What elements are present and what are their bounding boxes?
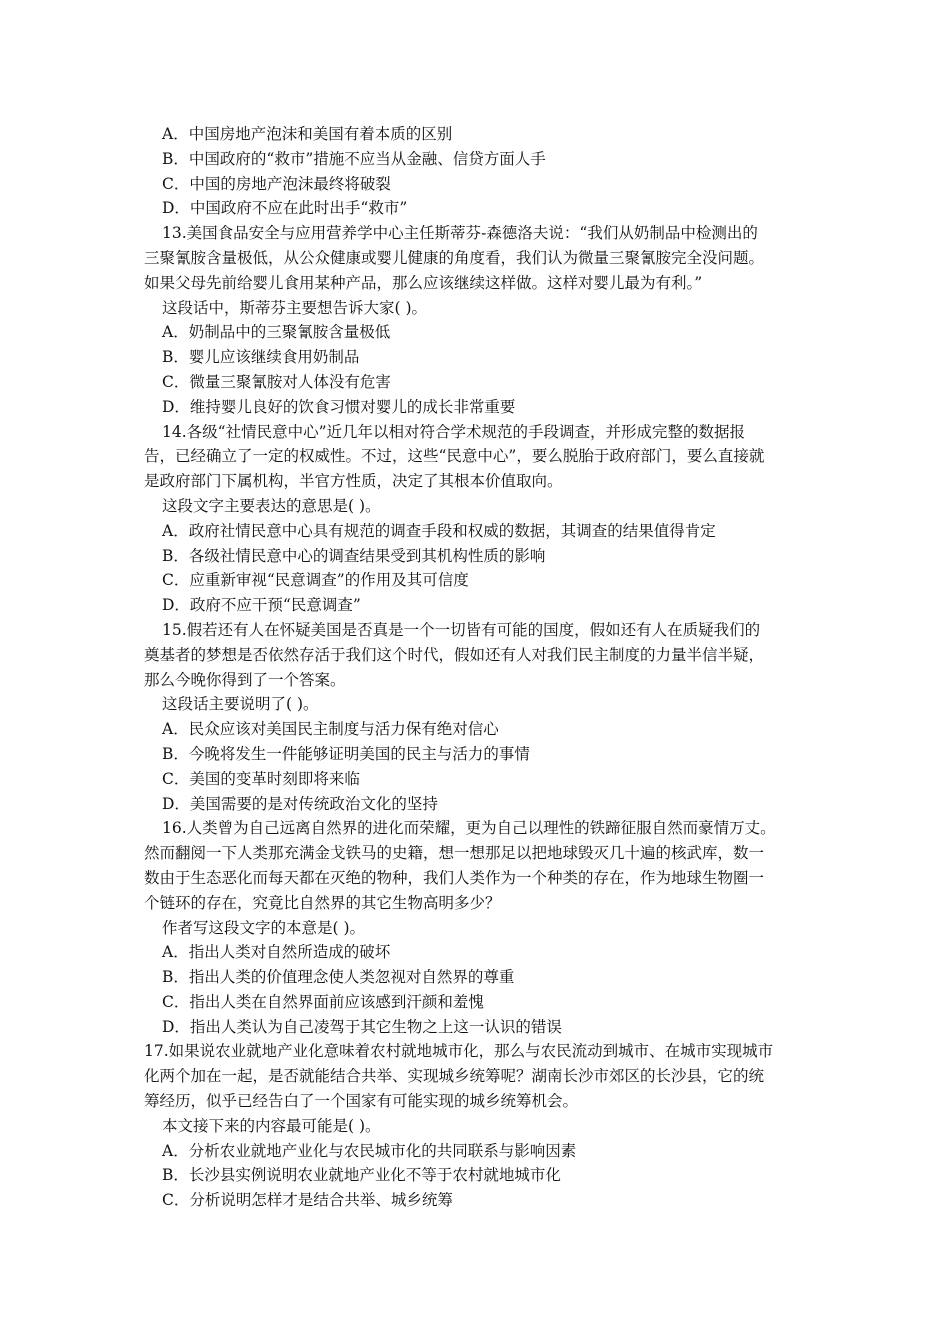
question-text-line: 16.人类曾为自己远离自然界的进化而荣耀，更为自己以理性的铁蹄征服自然而豪情万丈。 xyxy=(162,819,776,838)
question-16 xyxy=(144,816,810,1039)
option-a: A．奶制品中的三聚氰胺含量极低 xyxy=(162,323,391,342)
question-text-line: 奠基者的梦想是否依然存活于我们这个时代，假如还有人对我们民主制度的力量半信半疑， xyxy=(144,645,765,664)
option-b: B．婴儿应该继续食用奶制品 xyxy=(162,348,360,367)
question-prompt: 这段话中，斯蒂芬主要想告诉大家( )。 xyxy=(162,298,428,317)
option-c: C．指出人类在自然界面前应该感到汗颜和羞愧 xyxy=(162,992,484,1011)
option-c: C．微量三聚氰胺对人体没有危害 xyxy=(162,372,391,391)
question-text-line: 告，已经确立了一定的权威性。不过，这些“民意中心”，要么脱胎于政府部门，要么直接就 xyxy=(144,447,765,466)
question-17 xyxy=(144,1039,810,1213)
option-a: A．分析农业就地产业化与农民城市化的共同联系与影响因素 xyxy=(162,1141,577,1160)
question-prompt: 这段文字主要表达的意思是( )。 xyxy=(162,496,381,515)
question-15 xyxy=(144,618,810,816)
option-b: B．长沙县实例说明农业就地产业化不等于农村就地城市化 xyxy=(162,1166,561,1185)
question-text-line: 筹经历，似乎已经告白了一个国家有可能实现的城乡统筹机会。 xyxy=(144,1092,579,1111)
question-text-line: 然而翻阅一下人类那充满金戈铁马的史籍，想一想那足以把地球毁灭几十遍的核武库，数一 xyxy=(144,844,765,863)
question-text-line: 个链环的存在，究竟比自然界的其它生物高明多少？ xyxy=(144,893,501,912)
option-b: B．今晚将发生一件能够证明美国的民主与活力的事情 xyxy=(162,744,530,763)
question-prompt: 作者写这段文字的本意是( )。 xyxy=(162,918,366,937)
option-d: D．美国需要的是对传统政治文化的坚持 xyxy=(162,794,438,813)
question-text-line: 如果父母先前给婴儿食用某种产品，那么应该继续这样做。这样对婴儿最为有利。” xyxy=(144,273,703,292)
option-a: A．民众应该对美国民主制度与活力保有绝对信心 xyxy=(162,720,499,739)
option-c: C．应重新审视“民意调查”的作用及其可信度 xyxy=(162,571,469,590)
question-text-line: 13.美国食品安全与应用营养学中心主任斯蒂芬-森德洛夫说：“我们从奶制品中检测出的 xyxy=(162,224,758,243)
option-a: A．指出人类对自然所造成的破坏 xyxy=(162,943,391,962)
option-c: C．中国的房地产泡沫最终将破裂 xyxy=(162,174,391,193)
question-text-line: 数由于生态恶化而每天都在灭绝的物种，我们人类作为一个种类的存在，作为地球生物圈一 xyxy=(144,868,765,887)
option-c: C．美国的变革时刻即将来临 xyxy=(162,769,360,788)
question-prompt: 本文接下来的内容最可能是( )。 xyxy=(162,1116,381,1135)
option-b: B．指出人类的价值理念使人类忽视对自然界的尊重 xyxy=(162,968,515,987)
question-text-line: 化两个加在一起，是否就能结合共举、实现城乡统筹呢？湖南长沙市郊区的长沙县，它的统 xyxy=(144,1067,765,1086)
question-12-options xyxy=(144,122,810,221)
document-body xyxy=(144,122,810,1213)
option-c: C．分析说明怎样才是结合共举、城乡统筹 xyxy=(162,1191,453,1210)
question-14 xyxy=(144,420,810,618)
question-prompt: 这段话主要说明了( )。 xyxy=(162,695,319,714)
question-text-line: 15.假若还有人在怀疑美国是否真是一个一切皆有可能的国度，假如还有人在质疑我们的 xyxy=(162,620,761,639)
question-text-line: 14.各级“社情民意中心”近几年以相对符合学术规范的手段调查，并形成完整的数据报 xyxy=(162,422,746,441)
option-b: B．各级社情民意中心的调查结果受到其机构性质的影响 xyxy=(162,546,546,565)
question-text-line: 是政府部门下属机构，半官方性质，决定了其根本价值取向。 xyxy=(144,472,563,491)
question-text-line: 那么今晚你得到了一个答案。 xyxy=(144,670,346,689)
question-13 xyxy=(144,221,810,419)
option-d: D．维持婴儿良好的饮食习惯对婴儿的成长非常重要 xyxy=(162,397,516,416)
option-a: A．政府社情民意中心具有规范的调查手段和权威的数据，其调查的结果值得肯定 xyxy=(162,521,716,540)
option-b: B．中国政府的“救市”措施不应当从金融、信贷方面人手 xyxy=(162,149,546,168)
option-d: D．中国政府不应在此时出手“救市” xyxy=(162,199,408,218)
option-d: D．政府不应干预“民意调查” xyxy=(162,596,361,615)
option-d: D．指出人类认为自己凌驾于其它生物之上这一认识的错误 xyxy=(162,1017,562,1036)
option-a: A．中国房地产泡沫和美国有着本质的区别 xyxy=(162,125,453,143)
question-text-line: 三聚氰胺含量极低，从公众健康或婴儿健康的角度看，我们认为微量三聚氰胺完全没问题。 xyxy=(144,248,765,267)
question-text-line: 17.如果说农业就地产业化意味着农村就地城市化，那么与农民流动到城市、在城市实现城市 xyxy=(144,1042,774,1061)
